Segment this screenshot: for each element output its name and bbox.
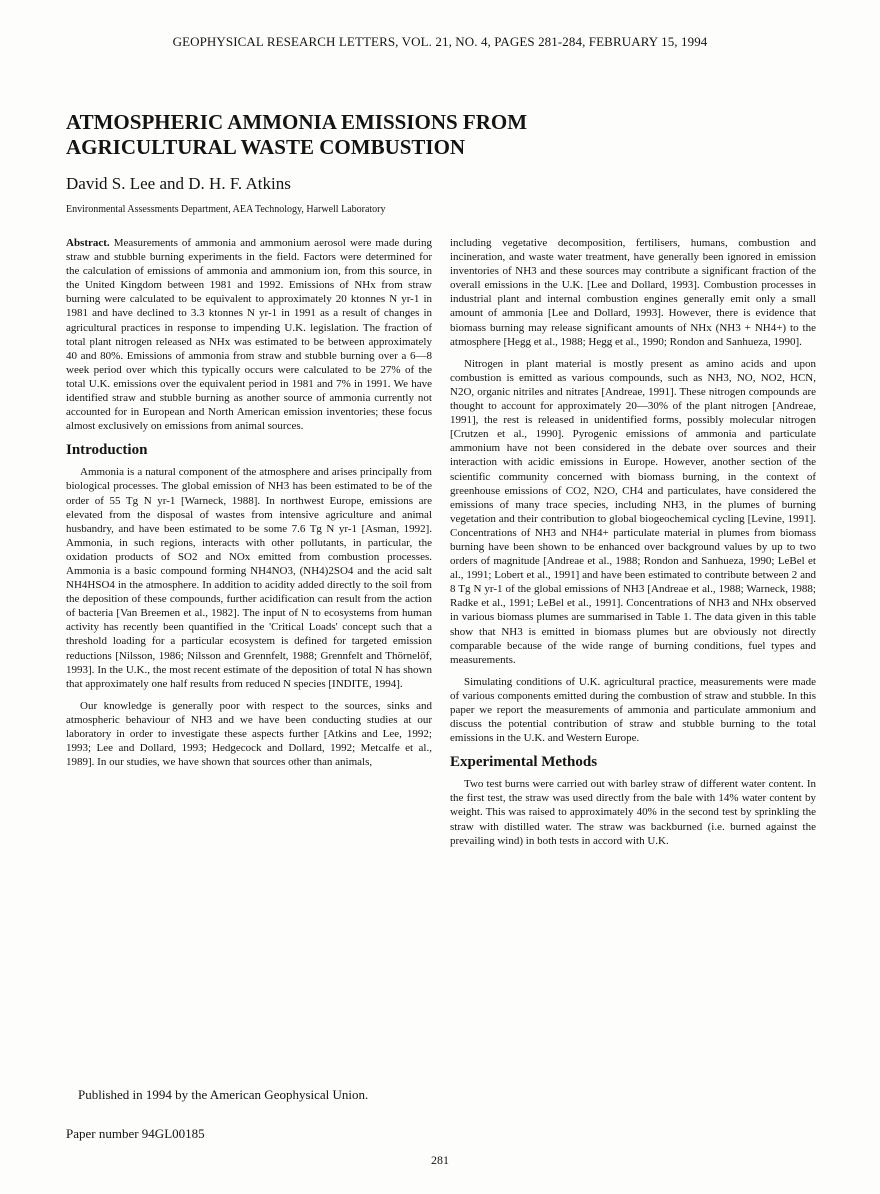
intro-paragraph-2: Our knowledge is generally poor with respect to the sources, sinks and atmospheric behaviour of NH3 and we have been conducting studies at our laboratory in order to investigate these aspects further [Atkins and Lee, 1992; 1993; Lee and Dollard, 1993; Hedgecock and Dollard, 1992; Metcalfe et al., 1989]. In our studies, we have shown that sources other than animals,: [66, 699, 432, 769]
journal-header: GEOPHYSICAL RESEARCH LETTERS, VOL. 21, NO. 4, PAGES 281-284, FEBRUARY 15, 1994: [172, 34, 708, 49]
introduction-heading: Introduction: [66, 442, 148, 459]
paper-number: Paper number 94GL00185: [66, 1126, 205, 1141]
intro-paragraph-4: Nitrogen in plant material is mostly present as amino acids and upon combustion is emitted as various compounds, such as NH3, NO, NO2, HCN, N2O, organic nitriles and nitrates [Andreae, 1991]. These nitrogen compounds are thought to account for approximately 20—30% of the plant nitrogen [Andreae, 1991], the rest is released in unidentified forms, possibly molecular nitrogen [Crutzen et al., 1990]. Pyrogenic emissions of ammonia and particulate ammonium have not been considered in the debate over sources and their interaction with acidic emissions in Europe. However, another section of the scientific community concerned with biomass burning, in the context of greenhouse emissions of CO2, N2O, CH4 and particulates, have considered the emissions of many trace species, including NH3, in the plumes of burning vegetation and their contribution to global biogeochemical cycling [Levine, 1991]. Concentrations of NH3 and NH4+ particulate material in plumes from biomass burning have been shown to be enhanced over background values by up to two orders of magnitude [Andreae et al., 1988; Rondon and Sanhueza, 1990; LeBel et al., 1991; Lobert et al., 1991] and have been estimated to contribute between 2 and 8 Tg N yr-1 of the global emissions of NH3 [Andreae et al., 1988; Warneck, 1988; Radke et al., 1991; LeBel et al., 1991]. Concentrations of NH3 and NHx observed in various biomass plumes are summarised in Table 1. The data given in this table show that NH3 is emitted in biomass plumes but are obviously not directly comparable because of the wide range of burning conditions, fuel types and measurements.: [450, 357, 816, 666]
authors: David S. Lee and D. H. F. Atkins: [66, 174, 291, 193]
article-title: ATMOSPHERIC AMMONIA EMISSIONS FROM AGRICULTURAL WASTE COMBUSTION: [66, 110, 528, 159]
abstract-label: Abstract.: [66, 237, 110, 249]
intro-paragraph-3: including vegetative decomposition, fertilisers, humans, combustion and incineration, and waste water treatment, have generally been ignored in emission inventories of NH3 and these sources may contribute a significant fraction of the overall emissions in the U.K. [Lee and Dollard, 1993]. Combustion processes in industrial plant and internal combustion engines generally emit only a small amount of ammonia [Lee and Dollard, 1993]. However, there is evidence that biomass burning may release significant amounts of NHx (NH3 + NH4+) to the atmosphere [Hegg et al., 1988; Hegg et al., 1990; Rondon and Sanhueza, 1990].: [450, 237, 816, 348]
methods-heading: Experimental Methods: [450, 754, 598, 771]
left-column: [66, 236, 432, 777]
abstract-text: Measurements of ammonia and ammonium aerosol were made during straw and stubble burning experiments in the field. Factors were determined for the calculation of emissions of ammonia and ammonium ion, from this source, in the United Kingdom between 1981 and 1992. Emissions of NHx from straw burning were calculated to be equivalent to approximately 20 ktonnes N yr-1 in 1981 and have declined to 3.3 ktonnes N yr-1 in 1991 as a result of changes in agricultural practices in response to impending U.K. legislation. The fraction of total plant nitrogen released as NHx was estimated to be between approximately 40 and 80%. Emissions of ammonia from straw and stubble burning over a 6—8 week period over which this typically occurs were calculated to be 27% of the total U.K. emissions over the equivalent period in 1981 and 7% in 1991. We have identified straw and stubble burning as another source of ammonia currently not accounted for in European and North American emission inventories; these focus almost exclusively on emissions from animal sources.: [66, 237, 432, 433]
affiliation: Environmental Assessments Department, AEA Technology, Harwell Laboratory: [66, 204, 386, 215]
published-notice: Published in 1994 by the American Geophysical Union.: [78, 1087, 369, 1102]
right-column: [450, 236, 816, 856]
page-number: 281: [431, 1153, 449, 1167]
intro-paragraph-1: Ammonia is a natural component of the atmosphere and arises principally from biological processes. The global emission of NH3 has been estimated to be of the order of 55 Tg N yr-1 [Warneck, 1988]. In northwest Europe, emissions are elevated from the disposal of wastes from intensive agriculture and animal husbandry, and have been estimated to be some 7.6 Tg N yr-1 [Asman, 1992]. Ammonia, in such regions, interacts with other pollutants, in particular, the oxidation products of SO2 and NOx emitted from combustion processes. Ammonia is a basic compound forming NH4NO3, (NH4)2SO4 and the acid salt NH4HSO4 in the atmosphere. In addition to acidity added directly to the soil from the deposition of these compounds, further acidification can result from the action of bacteria [Van Breemen et al., 1982]. The input of N to ecosystems from human activity has recently been quantified in the 'Critical Loads' concept such that a threshold loading for a particular ecosystem is defined for targeted emission reductions [Nilsson, 1986; Nilsson and Grennfelt, 1988; Grennfelt and Thörnelöf, 1993]. In the U.K., the most recent estimate of the deposition of total N has shown that approximately one half results from reduced N species [INDITE, 1994].: [66, 466, 432, 690]
intro-paragraph-5: Simulating conditions of U.K. agricultural practice, measurements were made of various components emitted during the combustion of straw and stubble. In this paper we report the measurements of ammonia and particulate ammonium and discuss the potential contribution of straw and stubble burning to the total emissions in the U.K. and Western Europe.: [450, 675, 816, 745]
abstract: [66, 236, 432, 433]
methods-paragraph-1: Two test burns were carried out with barley straw of different water content. In the first test, the straw was used directly from the bale with 14% water content by weight. This was raised to approximately 40% in the second test by sprinkling the straw with distilled water. The straw was backburned (i.e. burned against the prevailing wind) in both tests in accord with U.K.: [450, 778, 816, 847]
